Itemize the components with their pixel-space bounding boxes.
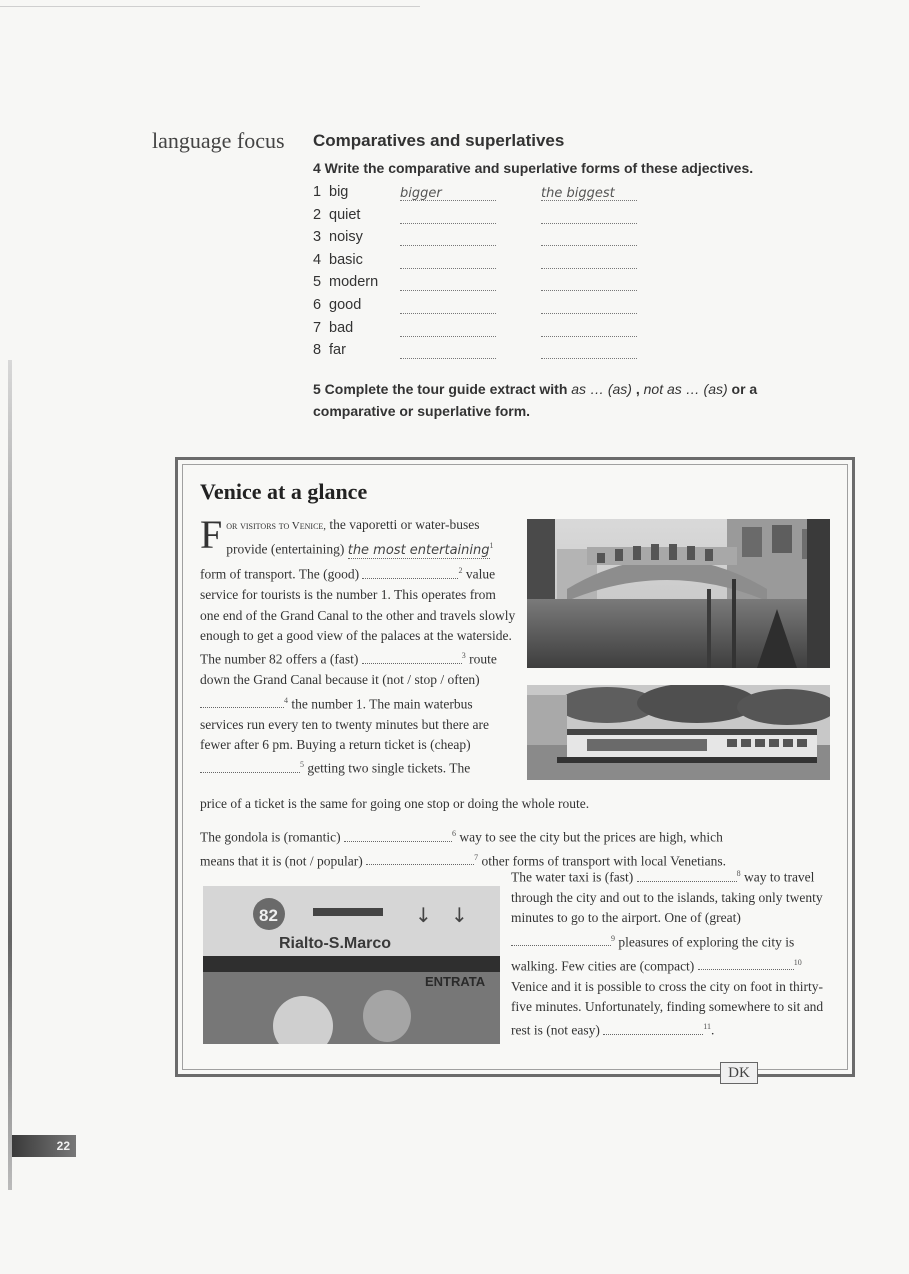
comparative-blank[interactable]	[400, 209, 496, 224]
comparative-blank[interactable]	[400, 231, 496, 246]
superlative-blank[interactable]	[541, 276, 637, 291]
route-number: 82	[259, 906, 278, 925]
sign-destination: Rialto-S.Marco	[279, 935, 392, 952]
comparative-blank[interactable]	[400, 322, 496, 337]
adjective-word: far	[329, 342, 346, 359]
extract-title: Venice at a glance	[200, 479, 368, 504]
blank-9[interactable]	[511, 933, 611, 946]
item-number: 7	[313, 319, 322, 336]
blank-8[interactable]	[637, 869, 737, 882]
superlative-blank[interactable]	[541, 299, 637, 314]
superlative-blank[interactable]: the biggest	[541, 186, 637, 201]
adjective-word: good	[329, 296, 362, 313]
item-number: 6	[313, 296, 322, 313]
adjective-word: bad	[329, 319, 354, 336]
adjective-word: modern	[329, 274, 379, 291]
comparative-blank[interactable]	[400, 276, 496, 291]
exercise-5-instruction: 5 Complete the tour guide extract with as … (as) , not as … (as) or a comparative or superlative form.	[313, 381, 758, 419]
blank-4[interactable]	[200, 695, 284, 708]
waterbus-photo	[527, 685, 830, 780]
waterbus-stop-sign-photo	[203, 886, 500, 1044]
item-number: 2	[313, 206, 322, 223]
superlative-blank[interactable]	[541, 322, 637, 337]
item-number: 8	[313, 342, 322, 359]
item-number: 4	[313, 251, 322, 268]
section-label: language focus	[152, 128, 285, 153]
comparative-blank[interactable]	[400, 254, 496, 269]
drop-cap: F	[200, 512, 223, 557]
page-binding-edge	[8, 360, 12, 1190]
superlative-blank[interactable]	[541, 344, 637, 359]
blank-2[interactable]	[362, 566, 458, 579]
entrata-label: ENTRATA	[425, 974, 486, 989]
comparative-blank[interactable]: bigger	[400, 186, 496, 201]
adjective-word: quiet	[329, 206, 361, 223]
rialto-bridge-illustration	[527, 519, 830, 668]
blank-6[interactable]	[344, 829, 452, 842]
item-number: 5	[313, 274, 322, 291]
adjective-word: noisy	[329, 229, 363, 246]
blank-3[interactable]	[362, 651, 462, 664]
blank-7[interactable]	[366, 852, 474, 865]
exercise-4-instruction: 4 Write the comparative and superlative forms of these adjectives.	[313, 160, 754, 176]
adjective-word: basic	[329, 251, 363, 268]
page-number: 22	[12, 1135, 76, 1157]
top-rule	[0, 6, 420, 7]
section-title: Comparatives and superlatives	[313, 131, 565, 150]
superlative-blank[interactable]	[541, 231, 637, 246]
comparative-blank[interactable]	[400, 299, 496, 314]
blank-11[interactable]	[603, 1022, 703, 1035]
extract-paragraph-2: The gondola is (romantic) $^6$ way to see the city but the prices are high, which means that it is (not / popular) $^7$ other forms of transport with local Venetians.	[200, 829, 727, 869]
adjective-word: big	[329, 184, 349, 200]
comparative-blank[interactable]	[400, 344, 496, 359]
arrow-down-icon: ↓	[415, 903, 432, 927]
item-number: 3	[313, 229, 322, 246]
superlative-blank[interactable]	[541, 209, 637, 224]
answer-1[interactable]: the most entertaining	[347, 542, 490, 558]
extract-paragraph-1: For visitors to Venice, the vaporetti or water-buses provide (entertaining) the most entertaining$^1$ form of transport. The (good) $^2$ value service for tourists is the number 1. This operates from one end of the Grand Canal to the other and travels slowly enough to get a good view of the palaces at the waterside. The number 82 offers a (fast) $^3$ route down the Grand Canal because it (not / stop / often) $^4$ the number 1. The main waterbus services run every ten to twenty minutes but there are fewer after 6 pm. Buying a return ticket is (cheap) $^5$ getting two single tickets. The	[200, 512, 516, 776]
blank-5[interactable]	[200, 760, 300, 773]
waterbus-illustration	[527, 685, 830, 780]
sign-illustration	[203, 886, 500, 1044]
blank-10[interactable]	[698, 957, 794, 970]
arrow-down-icon: ↓	[451, 903, 468, 927]
item-number: 1	[313, 184, 322, 200]
extract-paragraph-1-end: price of a ticket is the same for going one stop or doing the whole route.	[200, 796, 590, 811]
extract-paragraph-3: The water taxi is (fast) $^8$ way to travel through the city and out to the islands, taking only twenty minutes to go to the airport. One of (great) $^9$ pleasures of exploring the city is walking. Few cities are (compact) $^{10}$ Venice and it is possible to cross the city on foot in thirty-five minutes. Unfortunately, finding somewhere to sit and rest is (not easy) $^{11}$.	[511, 869, 824, 1038]
rialto-bridge-photo	[527, 519, 830, 668]
publisher-logo: DK	[720, 1062, 758, 1084]
superlative-blank[interactable]	[541, 254, 637, 269]
